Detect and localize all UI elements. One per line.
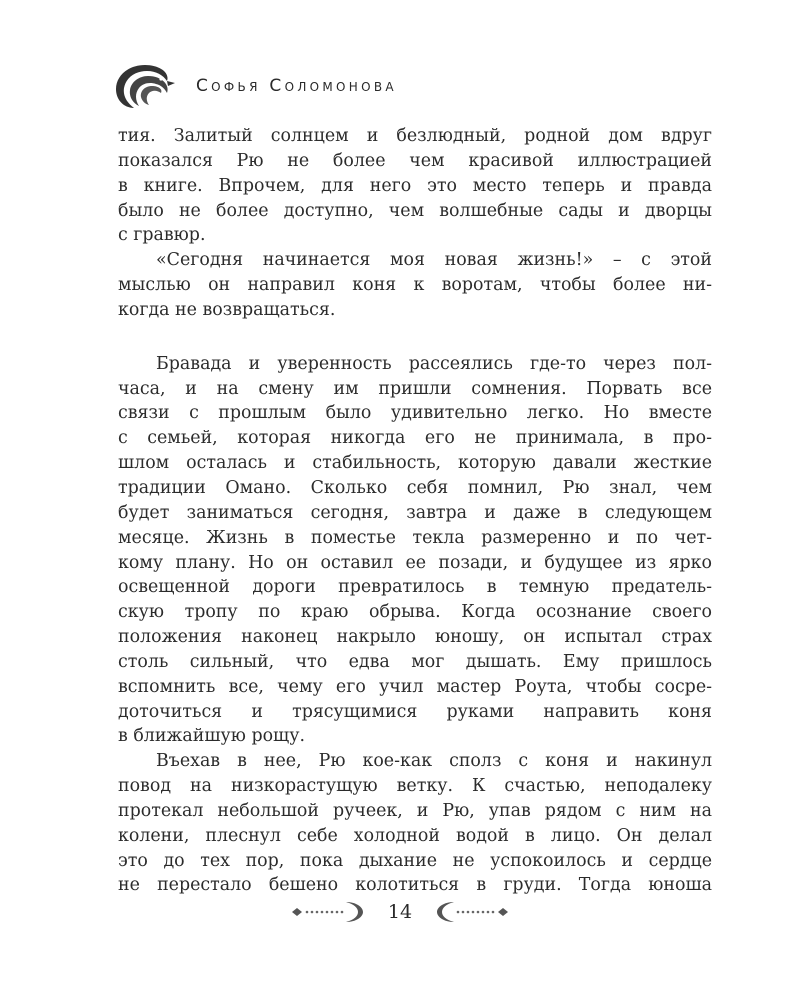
text-line: вспомнить все, чему его учил мастер Роута, чтобы сосре- <box>118 676 712 697</box>
text-line: Въехав в нее, Рю кое-как сполз с коня и накинул <box>156 751 712 772</box>
text-line: тия. Залитый солнцем и безлюдный, родной дом вдруг <box>118 126 712 146</box>
text-line: мыслью он направил коня к воротам, чтобы более ни- <box>118 275 712 296</box>
text-line: кому плану. Но он оставил ее позади, и будущее из ярко <box>118 552 712 573</box>
text-line: повод на низкорастущую ветку. К счастью, неподалеку <box>118 776 712 797</box>
text-line: было не более доступно, чем волшебные сады и дворцы <box>118 200 712 221</box>
text-line: «Сегодня начинается моя новая жизнь!» – с этой <box>156 250 712 271</box>
text-line: не перестало бешено колотиться в груди. Тогда юноша <box>118 875 712 896</box>
text-line: колени, плеснул себе холодной водой в лицо. Он делал <box>118 825 712 846</box>
text-line: освещенной дороги превратилось в темную предатель- <box>118 577 712 598</box>
text-line: в ближайшую рощу. <box>118 726 305 747</box>
author-name: Софья Соломонова <box>196 76 397 96</box>
text-line: это до тех пор, пока дыхание не успокоилось и сердце <box>118 850 712 871</box>
bird-logo-icon <box>112 62 178 110</box>
text-line: скую тропу по краю обрыва. Когда осознание своего <box>118 602 712 623</box>
text-line: доточиться и трясущимися руками направить коня <box>118 701 712 722</box>
text-line: традиции Омано. Сколько себя помнил, Рю знал, чем <box>118 477 712 498</box>
text-line: протекал небольшой ручеек, и Рю, упав рядом с ним на <box>118 800 712 821</box>
running-header <box>112 62 397 110</box>
paragraph-gap <box>118 323 712 352</box>
text-line: показался Рю не более чем красивой иллюстрацией <box>118 150 712 171</box>
text-line: шлом осталась и стабильность, которую давали жесткие <box>118 453 712 474</box>
text-line: когда не возвращаться. <box>118 299 336 320</box>
text-line: Бравада и уверенность рассеялись где-то через пол- <box>156 353 712 374</box>
text-line: в книге. Впрочем, для него это место теперь и правда <box>118 175 712 196</box>
page-number: 14 <box>387 901 413 923</box>
left-ornament-icon <box>288 899 376 925</box>
body-text <box>118 124 712 898</box>
text-line: связи с прошлым было удивительно легко. Но вместе <box>118 403 712 424</box>
text-line: месяце. Жизнь в поместье текла размеренно и по чет- <box>118 527 712 548</box>
text-line: с гравюр. <box>118 225 206 246</box>
page-footer <box>0 898 800 926</box>
text-line: с семьей, которая никогда его не принимала, в про- <box>118 428 712 449</box>
right-ornament-icon <box>424 899 512 925</box>
text-line: часа, и на смену им пришли сомнения. Порвать все <box>118 378 712 399</box>
text-line: будет заниматься сегодня, завтра и даже в следующем <box>118 502 712 523</box>
text-line: положения наконец накрыло юношу, он испытал страх <box>118 627 712 648</box>
text-line: столь сильный, что едва мог дышать. Ему пришлось <box>118 651 712 672</box>
